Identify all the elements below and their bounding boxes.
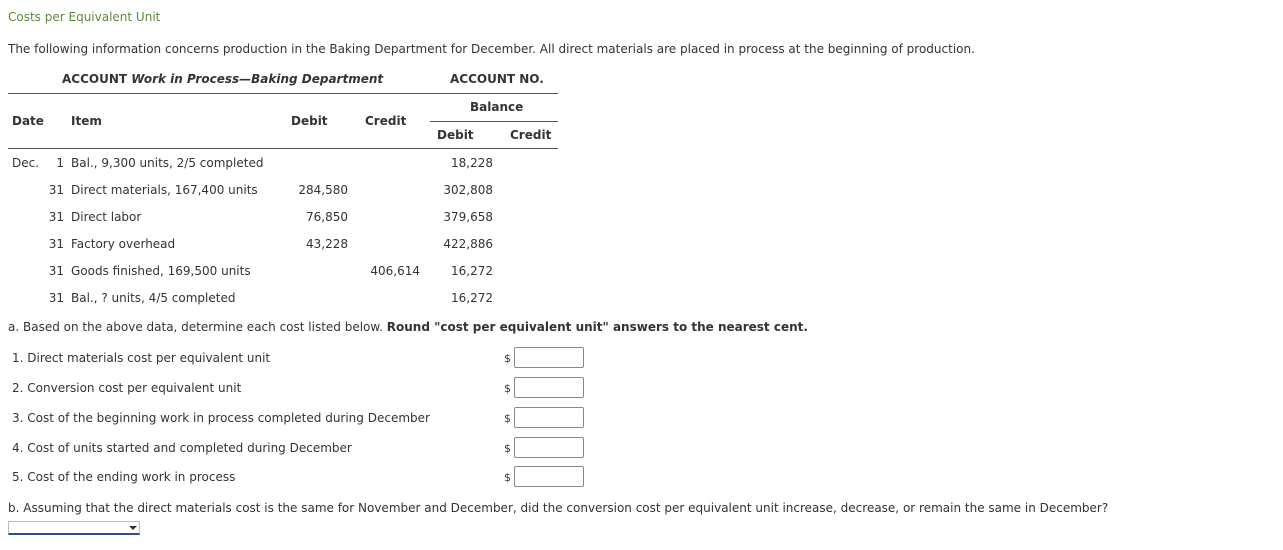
answer-2-input[interactable] xyxy=(514,377,584,398)
col-balance: Balance xyxy=(470,100,524,114)
row-balance-debit: 422,886 xyxy=(443,237,493,251)
row-day: 31 xyxy=(48,210,64,224)
row-item: Factory overhead xyxy=(71,237,176,251)
row-item: Bal., 9,300 units, 2/5 completed xyxy=(71,156,264,170)
question-5-label: 5. Cost of the ending work in process xyxy=(12,470,236,484)
row-day: 31 xyxy=(48,291,64,305)
account-name xyxy=(62,72,383,86)
chevron-down-icon xyxy=(129,526,137,530)
problem-intro: The following information concerns production in the Baking Department for December. All direct materials are placed in process at the beginning of production. xyxy=(8,42,975,56)
row-day: 31 xyxy=(48,237,64,251)
col-balance-debit: Debit xyxy=(437,128,474,142)
part-a-instructions xyxy=(8,320,808,334)
col-item: Item xyxy=(71,114,102,128)
row-balance-debit: 16,272 xyxy=(451,264,493,278)
answer-5-input[interactable] xyxy=(514,466,584,487)
currency-symbol: $ xyxy=(504,352,511,365)
col-debit: Debit xyxy=(291,114,328,128)
row-balance-debit: 302,808 xyxy=(443,183,493,197)
col-date: Date xyxy=(12,114,44,128)
col-balance-credit: Credit xyxy=(510,128,552,142)
account-title: Work in Process—Baking Department xyxy=(131,72,384,86)
currency-symbol: $ xyxy=(504,382,511,395)
part-a-rounding-note: Round "cost per equivalent unit" answers to the nearest cent. xyxy=(386,320,808,334)
answer-3-input[interactable] xyxy=(514,407,584,428)
currency-symbol: $ xyxy=(504,412,511,425)
row-day: 31 xyxy=(48,264,64,278)
answer-1-input[interactable] xyxy=(514,347,584,368)
row-day: 1 xyxy=(56,156,64,170)
row-balance-debit: 379,658 xyxy=(443,210,493,224)
row-balance-debit: 16,272 xyxy=(451,291,493,305)
row-balance-debit: 18,228 xyxy=(451,156,493,170)
row-item: Goods finished, 169,500 units xyxy=(71,264,251,278)
balance-rule xyxy=(430,121,558,122)
answer-4-input[interactable] xyxy=(514,437,584,458)
header-bottom-rule xyxy=(8,148,558,149)
row-day: 31 xyxy=(48,183,64,197)
question-4-label: 4. Cost of units started and completed during December xyxy=(12,441,352,455)
row-credit: 406,614 xyxy=(370,264,420,278)
currency-symbol: $ xyxy=(504,471,511,484)
part-b-question: b. Assuming that the direct materials cost is the same for November and December, did the conversion cost per equivalent unit increase, decrease, or remain the same in December? xyxy=(8,501,1109,515)
question-2-label: 2. Conversion cost per equivalent unit xyxy=(12,381,242,395)
account-number-label: ACCOUNT NO. xyxy=(450,72,544,86)
row-debit: 76,850 xyxy=(306,210,348,224)
row-debit: 43,228 xyxy=(306,237,348,251)
question-3-label: 3. Cost of the beginning work in process completed during December xyxy=(12,411,430,425)
header-top-rule xyxy=(8,93,558,94)
row-item: Direct labor xyxy=(71,210,142,224)
row-item: Bal., ? units, 4/5 completed xyxy=(71,291,236,305)
row-month: Dec. xyxy=(12,156,40,170)
question-1-label: 1. Direct materials cost per equivalent unit xyxy=(12,351,271,365)
col-credit: Credit xyxy=(365,114,407,128)
row-debit: 284,580 xyxy=(298,183,348,197)
part-a-lead: a. Based on the above data, determine each cost listed below. xyxy=(8,320,383,334)
row-item: Direct materials, 167,400 units xyxy=(71,183,258,197)
page-title: Costs per Equivalent Unit xyxy=(8,10,161,24)
currency-symbol: $ xyxy=(504,442,511,455)
part-b-dropdown[interactable] xyxy=(8,521,140,535)
account-label: ACCOUNT xyxy=(62,72,128,86)
